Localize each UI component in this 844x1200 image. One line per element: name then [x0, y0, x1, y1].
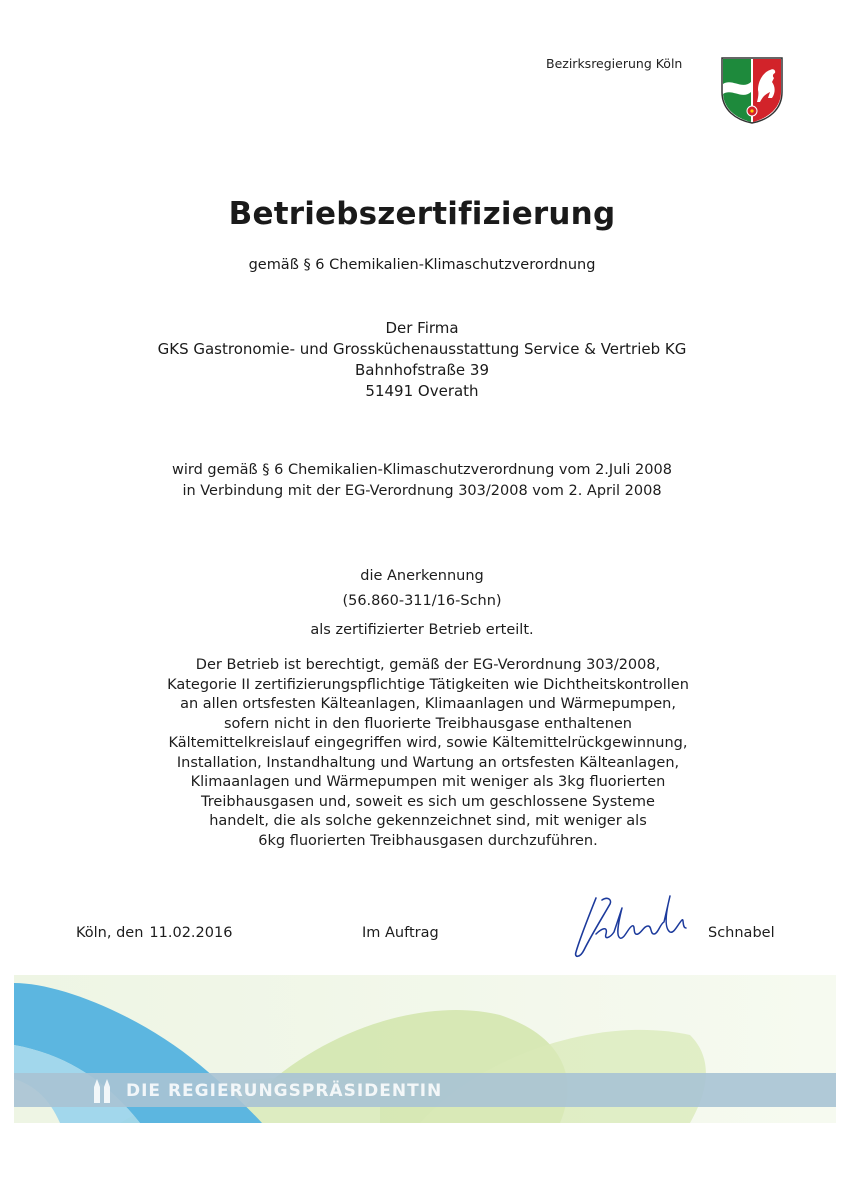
company-city: 51491 Overath [365, 382, 479, 400]
page-title: Betriebszertifizierung [228, 196, 616, 232]
company-label: Der Firma [385, 319, 459, 337]
issue-date: 11.02.2016 [149, 925, 233, 941]
authorization-text [0, 656, 844, 851]
text-line: Installation, Instandhaltung und Wartung an ortsfesten Kälteanlagen, [176, 754, 680, 771]
page-subtitle: gemäß § 6 Chemikalien-Klimaschutzverordnung [248, 257, 596, 273]
legal-line: in Verbindung mit der EG-Verordnung 303/2008 vom 2. April 2008 [182, 483, 662, 499]
text-line: Treibhausgasen und, soweit es sich um geschlossene Systeme [201, 793, 655, 810]
text-line: Klimaanlagen und Wärmepumpen mit weniger als 3kg fluorierten [190, 774, 666, 790]
text-line: 6kg fluorierten Treibhausgasen durchzuführen. [258, 832, 598, 849]
signer-name: Schnabel [708, 925, 775, 941]
text-line: an allen ortsfesten Kälteanlagen, Klimaanlagen und Wärmepumpen, [180, 696, 676, 712]
legal-basis [0, 460, 844, 502]
recognition-block [0, 564, 844, 614]
text-line: sofern nicht in den fluorierte Treibhausgase enthaltenen [224, 715, 632, 732]
reference-number: (56.860-311/16-Schn) [342, 593, 502, 609]
recognition-label: die Anerkennung [360, 568, 484, 584]
handwritten-signature [566, 878, 706, 962]
nrw-coat-of-arms-icon [720, 56, 784, 124]
on-behalf-label: Im Auftrag [362, 925, 439, 941]
text-line: Der Betrieb ist berechtigt, gemäß der EG-Verordnung 303/2008, [195, 657, 661, 673]
text-line: handelt, die als solche gekennzeichnet sind, mit weniger als [209, 813, 647, 829]
text-line: Kältemittelkreislauf eingegriffen wird, sowie Kältemittelrückgewinnung, [168, 735, 688, 751]
legal-line: wird gemäß § 6 Chemikalien-Klimaschutzverordnung vom 2.Juli 2008 [172, 462, 672, 478]
issuing-authority: Bezirksregierung Köln [546, 56, 683, 71]
place-date [76, 925, 232, 941]
company-street: Bahnhofstraße 39 [354, 361, 490, 379]
company-name: GKS Gastronomie- und Grossküchenausstattung Service & Vertrieb KG [157, 340, 687, 358]
company-address-block [0, 318, 844, 402]
granted-statement: als zertifizierter Betrieb erteilt. [310, 622, 534, 638]
place-label: Köln, den [76, 925, 144, 941]
footer-banner-text: DIE REGIERUNGSPRÄSIDENTIN [126, 1081, 443, 1101]
text-line: Kategorie II zertifizierungspflichtige Tätigkeiten wie Dichtheitskontrollen [167, 676, 689, 693]
